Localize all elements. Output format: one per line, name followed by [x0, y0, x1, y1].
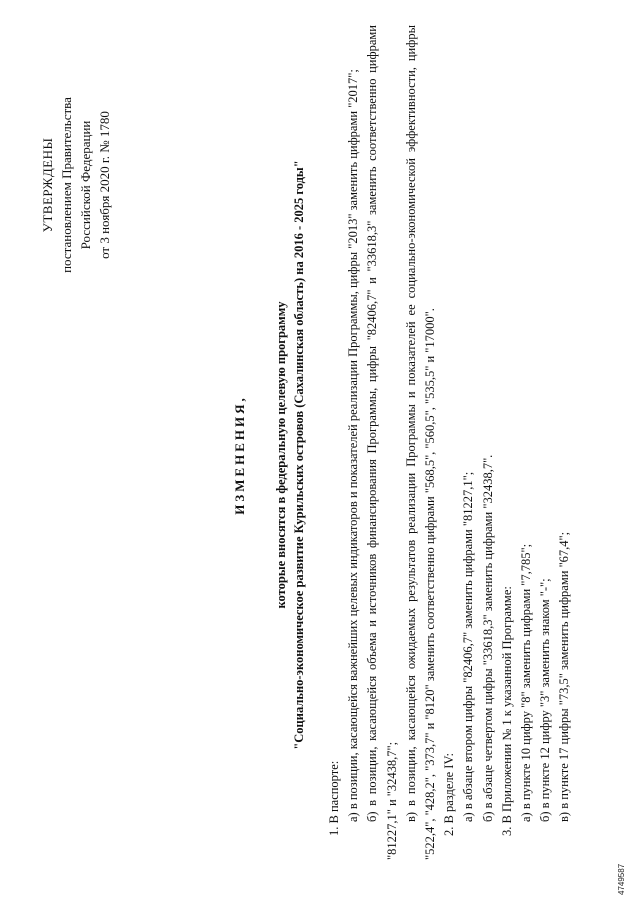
approved-line-2: Российской Федерации [78, 120, 93, 250]
item-3c: в) в пункте 17 цифры "73,5" заменить цифрами "67,4"; [557, 531, 572, 822]
heading-subtitle-2: "Социально-экономическое развитие Курильских островов (Сахалинская область) на 2016 - 2025 годы" [291, 160, 306, 750]
heading-title: ИЗМЕНЕНИЯ, [232, 395, 247, 515]
item-1: 1. В паспорте: [327, 760, 341, 836]
item-2a: а) в абзаце втором цифры "82406,7" заменить цифрами "81227,1"; [461, 471, 476, 822]
item-2: 2. В разделе IV: [442, 752, 457, 836]
heading-subtitle-1: которые вносятся в федеральную целевую программу [273, 301, 288, 609]
document-code: 4749587 [617, 863, 626, 895]
approved-line-3: от 3 ноября 2020 г. № 1780 [97, 111, 112, 259]
item-3a: а) в пункте 10 цифру "8" заменить цифрами "7,785"; [519, 543, 534, 822]
approved-title: УТВЕРЖДЕНЫ [40, 137, 55, 233]
approval-stamp [38, 55, 114, 315]
document-heading [230, 95, 308, 815]
item-3b: б) в пункте 12 цифру "3" заменить знаком "-"; [538, 578, 553, 822]
document-body [325, 25, 575, 860]
item-1b: б) в позиции, касающейся объема и источников финансирования Программы, цифры "82406,7" и "33618,3" заменить соответственно цифрами "81227,1" и "32438,7"; [365, 25, 399, 860]
item-1a: а) в позиции, касающейся важнейших целевых индикаторов и показателей реализации Программы, цифры "2013" заменить цифрами "2017"; [346, 69, 361, 822]
item-2b: б) в абзаце четвертом цифры "33618,3" заменить цифрами "32438,7". [480, 454, 495, 822]
item-3: 3. В Приложении № 1 к указанной Программе: [499, 586, 514, 836]
item-1c: в) в позиции, касающейся ожидаемых результатов реализации Программы и показателей ее социально-экономической эффективности, цифры "522,4", "428,2", "373,7" и "8120" заменить соответственно цифрами "568,5", "560,5", "535,5" и "17000". [403, 25, 438, 860]
approved-line-1: постановлением Правительства [59, 97, 74, 273]
